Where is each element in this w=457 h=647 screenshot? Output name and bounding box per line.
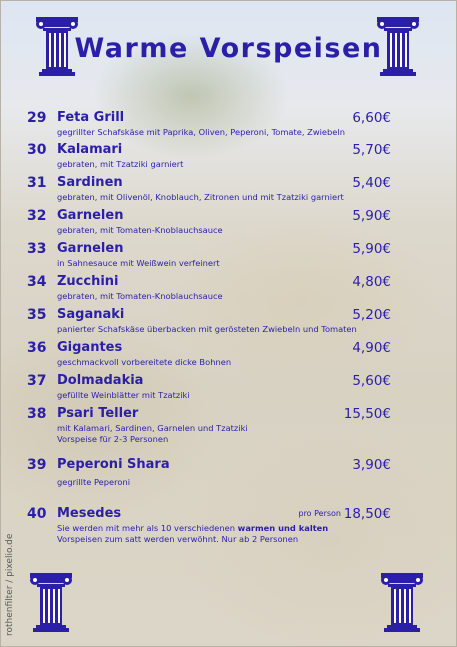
item-name: Zucchini — [57, 274, 119, 289]
item-name: Gigantes — [57, 340, 123, 355]
item-description-emphasis: warmen und kalten — [237, 523, 329, 533]
item-number: 36 — [27, 340, 47, 356]
item-price: 5,40€ — [352, 175, 391, 191]
item-price: 15,50€ — [343, 406, 391, 422]
item-description — [57, 423, 397, 445]
item-price: 5,70€ — [352, 142, 391, 158]
item-description: gegrillte Peperoni — [57, 477, 131, 487]
item-description-line: mit Kalamari, Sardinen, Garnelen und Tzatziki — [57, 423, 248, 433]
item-description-line — [57, 523, 397, 534]
item-price: 5,90€ — [352, 241, 391, 257]
price-note: pro Person — [298, 509, 341, 518]
item-description-line: Vorspeise für 2-3 Personen — [57, 434, 169, 444]
item-description: gebraten, mit Tomaten-Knoblauchsauce — [57, 291, 223, 301]
item-description — [57, 523, 397, 545]
item-price: 6,60€ — [352, 110, 391, 126]
ionic-column-icon — [379, 569, 425, 633]
item-name: Peperoni Shara — [57, 457, 170, 472]
item-number: 33 — [27, 241, 47, 257]
item-name: Saganaki — [57, 307, 125, 322]
item-price: 5,90€ — [352, 208, 391, 224]
item-number: 38 — [27, 406, 47, 422]
item-description: geschmackvoll vorbereitete dicke Bohnen — [57, 357, 232, 367]
item-name: Mesedes — [57, 506, 122, 521]
page-title: Warme Vorspeisen — [74, 33, 383, 64]
item-number: 37 — [27, 373, 47, 389]
item-number: 30 — [27, 142, 47, 158]
item-price: 18,50€ — [343, 506, 391, 522]
item-name: Garnelen — [57, 241, 124, 256]
item-number: 32 — [27, 208, 47, 224]
item-description: gefüllte Weinblätter mit Tzatziki — [57, 390, 190, 400]
item-price: 3,90€ — [352, 457, 391, 473]
item-description: gebraten, mit Olivenöl, Knoblauch, Zitronen und mit Tzatziki garniert — [57, 192, 344, 202]
item-name: Dolmadakia — [57, 373, 144, 388]
item-name: Kalamari — [57, 142, 123, 157]
item-number: 29 — [27, 110, 47, 126]
item-description: gegrillter Schafskäse mit Paprika, Oliven, Peperoni, Tomate, Zwiebeln — [57, 127, 345, 137]
item-description: gebraten, mit Tomaten-Knoblauchsauce — [57, 225, 223, 235]
item-description-text: Sie werden mit mehr als 10 verschiedenen — [57, 523, 238, 533]
item-price: 4,80€ — [352, 274, 391, 290]
ionic-column-icon — [28, 569, 74, 633]
item-number: 39 — [27, 457, 47, 473]
item-name: Feta Grill — [57, 110, 125, 125]
item-number: 40 — [27, 506, 47, 522]
item-number: 31 — [27, 175, 47, 191]
item-name: Sardinen — [57, 175, 123, 190]
item-name: Garnelen — [57, 208, 124, 223]
item-price: 4,90€ — [352, 340, 391, 356]
photo-credit: rothenfilter / pixelio.de — [5, 533, 15, 636]
item-price: 5,20€ — [352, 307, 391, 323]
item-number: 34 — [27, 274, 47, 290]
item-number: 35 — [27, 307, 47, 323]
item-description-line: Vorspeisen zum satt werden verwöhnt. Nur ab 2 Personen — [57, 534, 299, 544]
item-name: Psari Teller — [57, 406, 139, 421]
item-description: in Sahnesauce mit Weißwein verfeinert — [57, 258, 220, 268]
item-price: 5,60€ — [352, 373, 391, 389]
item-description: gebraten, mit Tzatziki garniert — [57, 159, 184, 169]
item-description: panierter Schafskäse überbacken mit gerösteten Zwiebeln und Tomaten — [57, 324, 357, 334]
